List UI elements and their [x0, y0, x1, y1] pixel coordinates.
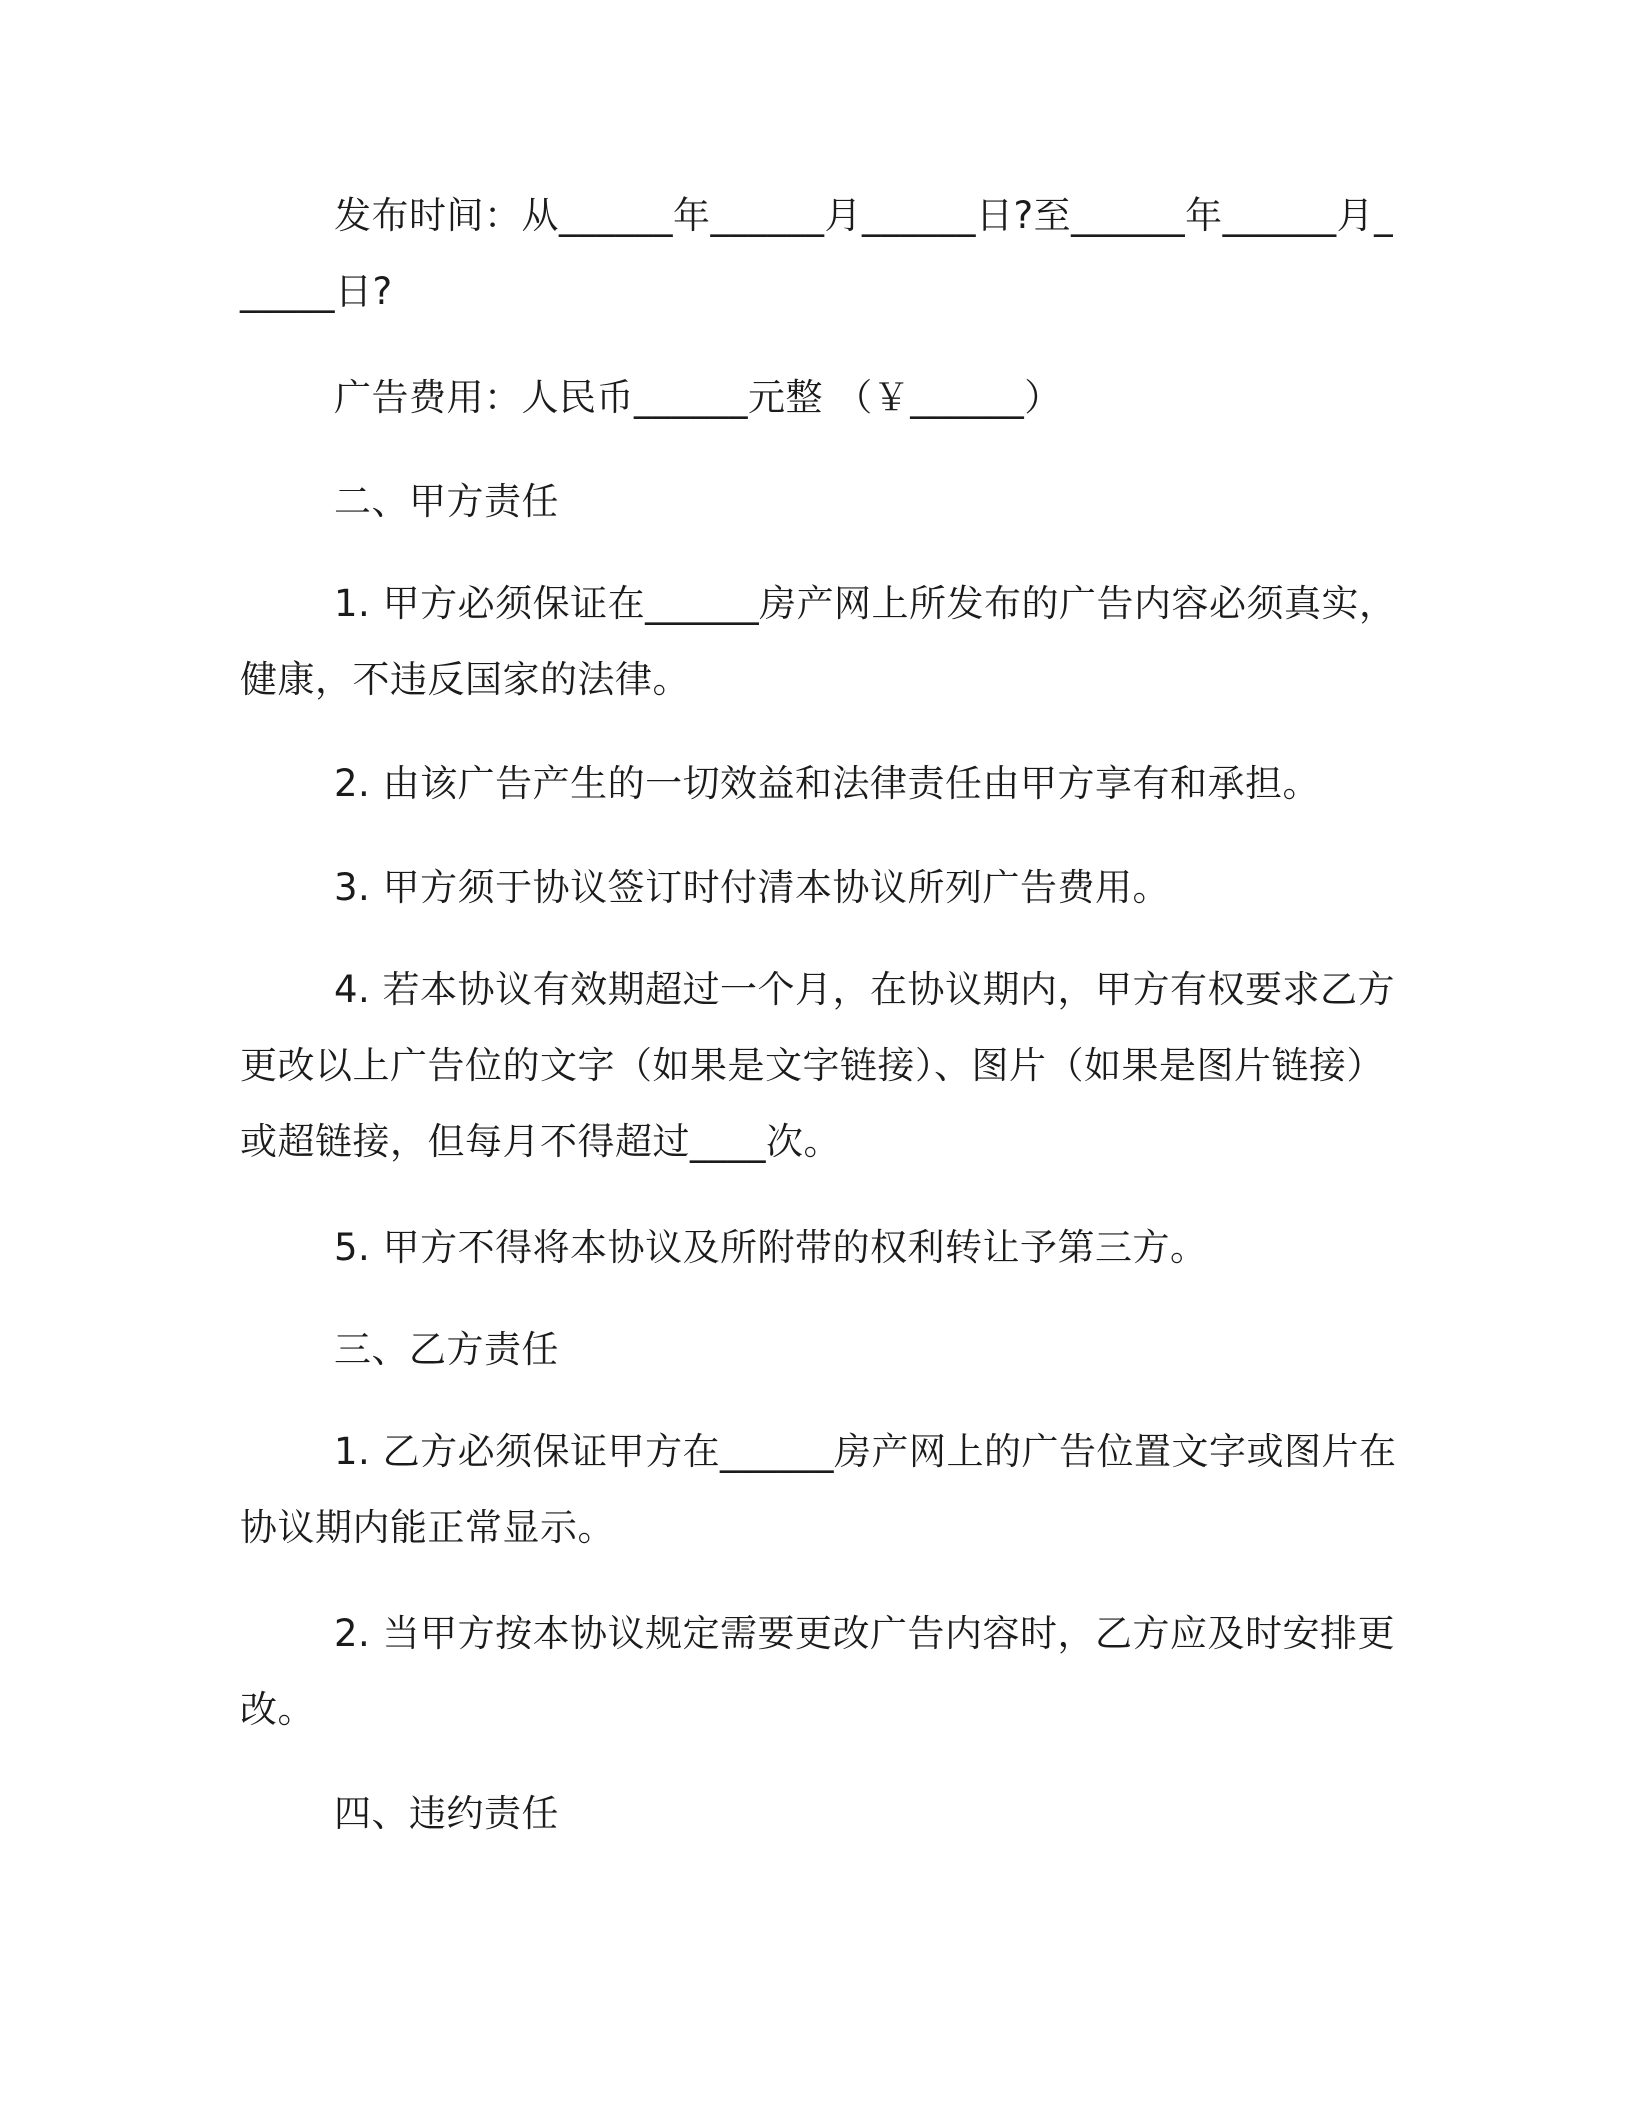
paragraph-party-a-item-5: 5. 甲方不得将本协议及所附带的权利转让予第三方。	[334, 1226, 1208, 1269]
paragraph-party-a-item-2: 2. 由该广告产生的一切效益和法律责任由甲方享有和承担。	[334, 762, 1321, 805]
paragraph-party-b-item-2: 2. 当甲方按本协议规定需要更改广告内容时，乙方应及时安排更改。	[240, 1612, 1396, 1731]
paragraph-party-a-item-3: 3. 甲方须于协议签订时付清本协议所列广告费用。	[334, 866, 1171, 909]
paragraph-party-a-item-4: 4. 若本协议有效期超过一个月，在协议期内，甲方有权要求乙方更改以上广告位的文字（如果是文字链接）、图片（如果是图片链接）或超链接，但每月不得超过____次。	[240, 968, 1396, 1163]
section-heading-party-a: 二、甲方责任	[334, 480, 559, 523]
section-heading-party-b: 三、乙方责任	[334, 1328, 559, 1371]
paragraph-party-a-item-1: 1. 甲方必须保证在______房产网上所发布的广告内容必须真实，健康，不违反国家的法律。	[240, 582, 1397, 701]
section-heading-liability: 四、违约责任	[334, 1792, 559, 1835]
paragraph-ad-fee: 广告费用：人民币______元整 （￥______）	[334, 376, 1062, 419]
paragraph-party-b-item-1: 1. 乙方必须保证甲方在______房产网上的广告位置文字或图片在协议期内能正常显示。	[240, 1430, 1397, 1549]
paragraph-publish-time: 发布时间：从______年______月______日?至______年______月______日?	[240, 194, 1394, 313]
